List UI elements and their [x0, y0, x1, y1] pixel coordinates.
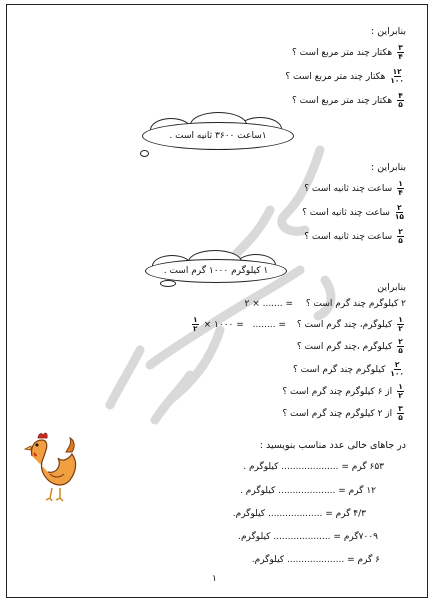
fraction: $\frac{۲}{۵}$ [398, 227, 403, 245]
fraction: $\frac{۲}{۵}$ [398, 337, 403, 355]
cloud-2-text: ۱ کیلوگرم ۱۰۰۰ گرم است . [145, 259, 287, 283]
chicken-illustration [22, 428, 80, 502]
section3-heading: بنابراین [377, 282, 406, 293]
section4-heading: در جاهای خالی عدد مناسب بنویسید : [259, 440, 406, 451]
fraction: $\frac{۴}{۵}$ [398, 91, 403, 109]
fraction: $\frac{۲}{۱۵}$ [394, 203, 404, 221]
list-item: $\frac{۱}{۴}$ ساعت چند ثانیه است ؟ [304, 179, 403, 197]
list-item: $\frac{۲}{۵}$ ساعت چند ثانیه است ؟ [304, 227, 403, 245]
list-item: $\frac{۱}{۲}$ کیلوگرم، چند گرم است ؟ = ........ = ۱۰۰۰ × $\frac{۱}{۲}$ [192, 315, 403, 333]
list-item: $\frac{۲}{۱۰۰}$ کیلوگرم چند گرم است ؟ [293, 360, 404, 378]
cloud-1-text: ۱ساعت ۳۶۰۰ ثانیه است . [142, 122, 294, 150]
expression-blank: = ........ [252, 320, 286, 330]
list-item: $\frac{۳}{۵}$ از ۲ کیلوگرم چند گرم است ؟ [282, 404, 403, 422]
fraction: $\frac{۱۲}{۱۰۰}$ [390, 67, 404, 85]
list-item: $\frac{۱۲}{۱۰۰}$ هکتار چند متر مربع است ؟ [285, 67, 404, 85]
expression: = ....... × ۲ [244, 299, 294, 309]
list-item: ۲ کیلوگرم چند گرم است ؟ = ....... × ۲ [244, 299, 406, 309]
list-item: ۶ گرم = .................... کیلوگرم. [251, 555, 380, 565]
fraction: $\frac{۳}{۴}$ [398, 43, 403, 61]
list-item: $\frac{۴}{۵}$ هکتار چند متر مربع است ؟ [292, 91, 403, 109]
list-item: $\frac{۳}{۴}$ هکتار چند متر مربع است ؟ [292, 43, 403, 61]
fraction: $\frac{۱}{۴}$ [398, 179, 403, 197]
list-item: ۴/۳ گرم = ................... کیلوگرم. [232, 509, 366, 519]
list-item: ۶۵۳ گرم = .................... کیلوگرم . [243, 462, 384, 472]
list-item: ۷۰۰۹گرم = .................... کیلوگرم. [238, 532, 378, 542]
fraction: $\frac{۱}{۲}$ [192, 315, 198, 333]
fraction: $\frac{۱}{۲}$ [398, 382, 403, 400]
list-item: ۱۲ گرم = .................... کیلوگرم . [240, 486, 376, 496]
expression: = ۱۰۰۰ × [203, 320, 244, 330]
page-number: ۱ [212, 574, 217, 584]
list-item: $\frac{۲}{۱۵}$ ساعت چند ثانیه است ؟ [302, 203, 404, 221]
fraction: $\frac{۳}{۵}$ [398, 404, 403, 422]
list-item: $\frac{۱}{۲}$ از ۶ کیلوگرم چند گرم است ؟ [282, 382, 403, 400]
fraction: $\frac{۲}{۱۰۰}$ [390, 360, 404, 378]
fraction: $\frac{۱}{۲}$ [398, 315, 403, 333]
list-item: $\frac{۲}{۵}$ کیلوگرم ،چند گرم است ؟ [296, 337, 403, 355]
section1-heading: بنابراین : [370, 26, 406, 37]
section2-heading: بنابراین : [370, 162, 406, 173]
